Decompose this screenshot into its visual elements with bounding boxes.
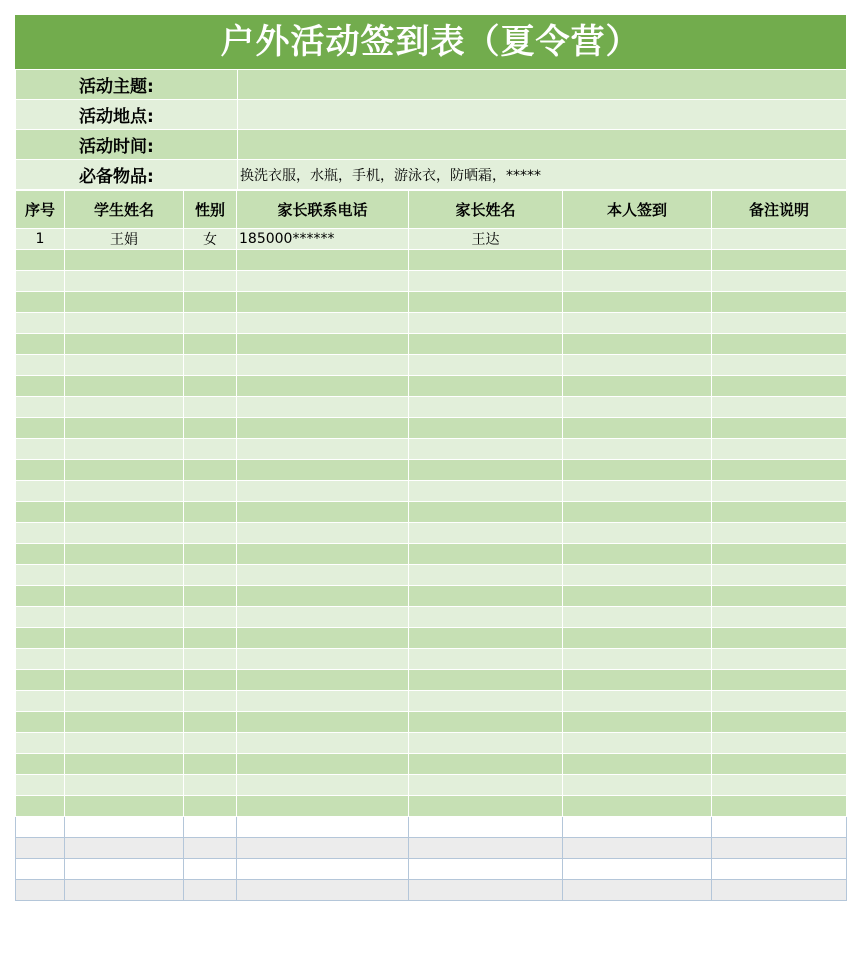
table-row	[16, 502, 847, 523]
info-value-theme[interactable]	[238, 70, 847, 100]
table-cell[interactable]	[409, 439, 563, 460]
info-row-time	[16, 130, 847, 160]
table-cell[interactable]	[184, 418, 237, 439]
table-cell[interactable]	[184, 586, 237, 607]
table-cell[interactable]	[712, 523, 847, 544]
table-row	[16, 670, 847, 691]
table-cell[interactable]	[237, 754, 409, 775]
table-cell[interactable]	[409, 418, 563, 439]
table-cell[interactable]	[409, 733, 563, 754]
table-cell[interactable]	[237, 250, 409, 271]
table-row	[16, 292, 847, 313]
table-cell[interactable]	[712, 418, 847, 439]
table-cell[interactable]	[184, 439, 237, 460]
table-cell[interactable]	[16, 544, 65, 565]
table-cell[interactable]	[409, 712, 563, 733]
table-cell[interactable]	[712, 502, 847, 523]
table-cell[interactable]	[237, 334, 409, 355]
cell-gender[interactable]: 女	[184, 229, 237, 250]
table-row	[16, 649, 847, 670]
table-cell[interactable]	[237, 376, 409, 397]
table-cell[interactable]	[16, 334, 65, 355]
table-cell[interactable]	[65, 481, 184, 502]
table-cell[interactable]	[16, 775, 65, 796]
table-cell[interactable]	[563, 775, 712, 796]
table-cell[interactable]	[16, 355, 65, 376]
table-cell[interactable]	[184, 607, 237, 628]
cell-student-name[interactable]: 王娟	[65, 229, 184, 250]
table-cell[interactable]	[409, 838, 563, 859]
table-cell[interactable]	[237, 733, 409, 754]
table-row	[16, 313, 847, 334]
table-cell[interactable]	[184, 460, 237, 481]
col-header-student-name: 学生姓名	[65, 191, 184, 229]
sheet-title: 户外活动签到表（夏令营）	[15, 15, 846, 69]
table-row	[16, 523, 847, 544]
table-row	[16, 733, 847, 754]
signin-table	[15, 190, 847, 901]
table-cell[interactable]	[712, 376, 847, 397]
table-cell[interactable]	[184, 271, 237, 292]
table-cell[interactable]	[184, 313, 237, 334]
table-cell[interactable]	[16, 649, 65, 670]
table-cell[interactable]	[184, 250, 237, 271]
cell-parent-name[interactable]: 王达	[409, 229, 563, 250]
table-cell[interactable]	[16, 691, 65, 712]
info-label-time: 活动时间:	[16, 130, 238, 160]
table-cell[interactable]	[712, 796, 847, 817]
table-row	[16, 334, 847, 355]
cell-signature[interactable]	[563, 229, 712, 250]
table-cell[interactable]	[237, 880, 409, 901]
cell-notes[interactable]	[712, 229, 847, 250]
table-cell[interactable]	[563, 418, 712, 439]
table-cell[interactable]	[712, 712, 847, 733]
table-cell[interactable]	[712, 397, 847, 418]
info-row-location	[16, 100, 847, 130]
table-cell[interactable]	[237, 292, 409, 313]
table-cell[interactable]	[712, 313, 847, 334]
table-cell[interactable]	[184, 481, 237, 502]
table-cell[interactable]	[16, 565, 65, 586]
table-cell[interactable]	[16, 502, 65, 523]
col-header-index: 序号	[16, 191, 65, 229]
table-cell[interactable]	[16, 271, 65, 292]
table-cell[interactable]	[237, 481, 409, 502]
table-row	[16, 754, 847, 775]
table-cell[interactable]	[65, 355, 184, 376]
table-cell[interactable]	[184, 397, 237, 418]
table-cell[interactable]	[65, 292, 184, 313]
table-cell[interactable]	[184, 838, 237, 859]
table-cell[interactable]	[409, 313, 563, 334]
table-cell[interactable]	[237, 397, 409, 418]
table-cell[interactable]	[563, 544, 712, 565]
info-label-theme: 活动主题:	[16, 70, 238, 100]
table-cell[interactable]	[409, 334, 563, 355]
table-cell[interactable]	[237, 439, 409, 460]
table-cell[interactable]	[563, 502, 712, 523]
table-cell[interactable]	[409, 292, 563, 313]
table-cell[interactable]	[712, 649, 847, 670]
signin-sheet	[15, 15, 846, 901]
table-cell[interactable]	[184, 355, 237, 376]
table-cell[interactable]	[65, 838, 184, 859]
info-row-items	[16, 160, 847, 190]
table-cell[interactable]	[712, 628, 847, 649]
table-cell[interactable]	[237, 838, 409, 859]
col-header-signature: 本人签到	[563, 191, 712, 229]
table-cell[interactable]	[712, 838, 847, 859]
table-row	[16, 271, 847, 292]
table-cell[interactable]	[409, 691, 563, 712]
table-row	[16, 859, 847, 880]
col-header-gender: 性别	[184, 191, 237, 229]
table-cell[interactable]	[65, 733, 184, 754]
table-cell[interactable]	[65, 796, 184, 817]
table-cell[interactable]	[712, 565, 847, 586]
table-cell[interactable]	[712, 481, 847, 502]
info-table	[15, 69, 847, 190]
table-row	[16, 481, 847, 502]
table-cell[interactable]	[65, 460, 184, 481]
table-cell[interactable]	[712, 250, 847, 271]
table-cell[interactable]	[65, 502, 184, 523]
table-cell[interactable]	[65, 628, 184, 649]
table-cell[interactable]	[16, 880, 65, 901]
table-cell[interactable]	[409, 796, 563, 817]
table-cell[interactable]	[563, 313, 712, 334]
table-cell[interactable]	[237, 628, 409, 649]
table-cell[interactable]	[409, 376, 563, 397]
table-cell[interactable]	[563, 607, 712, 628]
table-cell[interactable]	[237, 565, 409, 586]
table-cell[interactable]	[65, 544, 184, 565]
table-row	[16, 817, 847, 838]
table-cell[interactable]	[65, 334, 184, 355]
table-cell[interactable]	[16, 313, 65, 334]
table-row	[16, 376, 847, 397]
table-cell[interactable]	[237, 817, 409, 838]
table-cell[interactable]	[409, 586, 563, 607]
table-cell[interactable]	[237, 859, 409, 880]
table-cell[interactable]	[409, 565, 563, 586]
table-cell[interactable]	[409, 544, 563, 565]
table-cell[interactable]	[16, 607, 65, 628]
info-label-items: 必备物品:	[16, 160, 238, 190]
header-row	[16, 191, 847, 229]
table-cell[interactable]	[237, 313, 409, 334]
table-cell[interactable]	[184, 502, 237, 523]
table-cell[interactable]	[409, 859, 563, 880]
table-row	[16, 250, 847, 271]
table-cell[interactable]	[16, 838, 65, 859]
table-cell[interactable]	[237, 712, 409, 733]
table-cell[interactable]	[237, 649, 409, 670]
table-cell[interactable]	[712, 355, 847, 376]
cell-parent-phone[interactable]: 185000******	[237, 229, 409, 250]
table-cell[interactable]	[409, 628, 563, 649]
table-cell[interactable]	[563, 376, 712, 397]
table-cell[interactable]	[237, 544, 409, 565]
table-cell[interactable]	[184, 544, 237, 565]
table-cell[interactable]	[409, 817, 563, 838]
table-cell[interactable]	[712, 775, 847, 796]
table-cell[interactable]	[563, 754, 712, 775]
table-cell[interactable]	[563, 439, 712, 460]
col-header-parent-phone: 家长联系电话	[237, 191, 409, 229]
table-cell[interactable]	[409, 607, 563, 628]
table-cell[interactable]	[16, 481, 65, 502]
table-cell[interactable]	[712, 334, 847, 355]
table-cell[interactable]	[409, 397, 563, 418]
table-row	[16, 628, 847, 649]
table-cell[interactable]	[237, 355, 409, 376]
table-cell[interactable]	[184, 859, 237, 880]
table-cell[interactable]	[184, 817, 237, 838]
table-cell[interactable]	[712, 880, 847, 901]
table-cell[interactable]	[16, 859, 65, 880]
table-cell[interactable]	[16, 733, 65, 754]
table-cell[interactable]	[563, 334, 712, 355]
table-cell[interactable]	[16, 439, 65, 460]
table-cell[interactable]	[712, 817, 847, 838]
table-cell[interactable]	[563, 859, 712, 880]
table-cell[interactable]	[184, 334, 237, 355]
table-cell[interactable]	[563, 292, 712, 313]
table-cell[interactable]	[65, 565, 184, 586]
table-cell[interactable]	[184, 523, 237, 544]
table-cell[interactable]	[237, 271, 409, 292]
table-cell[interactable]	[712, 607, 847, 628]
table-cell[interactable]	[712, 754, 847, 775]
table-row	[16, 229, 847, 250]
table-cell[interactable]	[16, 397, 65, 418]
table-cell[interactable]	[65, 250, 184, 271]
table-cell[interactable]	[409, 481, 563, 502]
table-cell[interactable]	[563, 271, 712, 292]
table-cell[interactable]	[563, 565, 712, 586]
cell-index[interactable]: 1	[16, 229, 65, 250]
table-cell[interactable]	[563, 733, 712, 754]
table-cell[interactable]	[65, 313, 184, 334]
table-cell[interactable]	[237, 586, 409, 607]
table-cell[interactable]	[184, 754, 237, 775]
table-cell[interactable]	[712, 691, 847, 712]
table-cell[interactable]	[16, 523, 65, 544]
table-cell[interactable]	[409, 502, 563, 523]
table-cell[interactable]	[712, 859, 847, 880]
table-cell[interactable]	[65, 880, 184, 901]
table-row	[16, 775, 847, 796]
table-cell[interactable]	[237, 691, 409, 712]
table-cell[interactable]	[16, 376, 65, 397]
table-cell[interactable]	[184, 628, 237, 649]
table-cell[interactable]	[563, 649, 712, 670]
table-cell[interactable]	[16, 712, 65, 733]
table-cell[interactable]	[184, 670, 237, 691]
table-cell[interactable]	[65, 271, 184, 292]
table-cell[interactable]	[237, 523, 409, 544]
table-cell[interactable]	[237, 670, 409, 691]
table-cell[interactable]	[409, 355, 563, 376]
table-cell[interactable]	[563, 796, 712, 817]
table-row	[16, 691, 847, 712]
table-row	[16, 880, 847, 901]
table-row	[16, 418, 847, 439]
table-cell[interactable]	[712, 670, 847, 691]
table-cell[interactable]	[563, 586, 712, 607]
table-cell[interactable]	[65, 670, 184, 691]
table-cell[interactable]	[563, 880, 712, 901]
table-row	[16, 565, 847, 586]
table-row	[16, 607, 847, 628]
table-cell[interactable]	[65, 775, 184, 796]
table-cell[interactable]	[563, 817, 712, 838]
table-cell[interactable]	[409, 250, 563, 271]
info-label-location: 活动地点:	[16, 100, 238, 130]
table-cell[interactable]	[712, 439, 847, 460]
table-cell[interactable]	[16, 670, 65, 691]
table-cell[interactable]	[65, 691, 184, 712]
table-cell[interactable]	[409, 754, 563, 775]
table-cell[interactable]	[184, 880, 237, 901]
table-cell[interactable]	[563, 691, 712, 712]
table-cell[interactable]	[16, 250, 65, 271]
table-cell[interactable]	[16, 628, 65, 649]
table-row	[16, 712, 847, 733]
table-cell[interactable]	[65, 418, 184, 439]
table-cell[interactable]	[563, 355, 712, 376]
table-cell[interactable]	[237, 607, 409, 628]
table-cell[interactable]	[16, 460, 65, 481]
table-cell[interactable]	[16, 292, 65, 313]
table-row	[16, 355, 847, 376]
table-cell[interactable]	[16, 418, 65, 439]
table-cell[interactable]	[712, 271, 847, 292]
table-cell[interactable]	[563, 460, 712, 481]
table-cell[interactable]	[409, 649, 563, 670]
table-row	[16, 439, 847, 460]
table-cell[interactable]	[16, 754, 65, 775]
info-value-items[interactable]: 换洗衣服，水瓶，手机，游泳衣，防晒霜，*****	[238, 160, 847, 190]
table-row	[16, 586, 847, 607]
table-cell[interactable]	[184, 775, 237, 796]
table-cell[interactable]	[712, 544, 847, 565]
table-cell[interactable]	[65, 397, 184, 418]
table-cell[interactable]	[65, 712, 184, 733]
table-cell[interactable]	[65, 817, 184, 838]
table-cell[interactable]	[563, 628, 712, 649]
table-cell[interactable]	[65, 523, 184, 544]
table-cell[interactable]	[65, 376, 184, 397]
table-cell[interactable]	[16, 586, 65, 607]
table-cell[interactable]	[65, 754, 184, 775]
table-cell[interactable]	[712, 586, 847, 607]
table-cell[interactable]	[237, 775, 409, 796]
table-cell[interactable]	[563, 397, 712, 418]
table-cell[interactable]	[184, 796, 237, 817]
table-row	[16, 796, 847, 817]
info-row-theme	[16, 70, 847, 100]
table-cell[interactable]	[184, 649, 237, 670]
table-cell[interactable]	[16, 817, 65, 838]
table-cell[interactable]	[237, 460, 409, 481]
table-cell[interactable]	[184, 733, 237, 754]
table-cell[interactable]	[563, 838, 712, 859]
table-cell[interactable]	[409, 775, 563, 796]
table-cell[interactable]	[409, 523, 563, 544]
table-cell[interactable]	[65, 586, 184, 607]
table-cell[interactable]	[184, 712, 237, 733]
table-cell[interactable]	[563, 712, 712, 733]
table-row	[16, 838, 847, 859]
table-row	[16, 460, 847, 481]
info-value-location[interactable]	[238, 100, 847, 130]
table-cell[interactable]	[237, 796, 409, 817]
table-cell[interactable]	[409, 271, 563, 292]
table-cell[interactable]	[65, 439, 184, 460]
table-cell[interactable]	[65, 607, 184, 628]
table-cell[interactable]	[237, 418, 409, 439]
table-cell[interactable]	[184, 565, 237, 586]
info-value-time[interactable]	[238, 130, 847, 160]
table-cell[interactable]	[712, 292, 847, 313]
table-cell[interactable]	[16, 796, 65, 817]
table-cell[interactable]	[184, 292, 237, 313]
table-cell[interactable]	[237, 502, 409, 523]
table-cell[interactable]	[563, 670, 712, 691]
table-cell[interactable]	[184, 376, 237, 397]
table-cell[interactable]	[409, 670, 563, 691]
col-header-notes: 备注说明	[712, 191, 847, 229]
table-cell[interactable]	[712, 733, 847, 754]
table-cell[interactable]	[563, 523, 712, 544]
table-cell[interactable]	[409, 460, 563, 481]
table-cell[interactable]	[184, 691, 237, 712]
table-cell[interactable]	[563, 250, 712, 271]
table-cell[interactable]	[712, 460, 847, 481]
table-cell[interactable]	[409, 880, 563, 901]
table-cell[interactable]	[65, 859, 184, 880]
table-row	[16, 397, 847, 418]
col-header-parent-name: 家长姓名	[409, 191, 563, 229]
table-cell[interactable]	[65, 649, 184, 670]
table-cell[interactable]	[563, 481, 712, 502]
table-row	[16, 544, 847, 565]
